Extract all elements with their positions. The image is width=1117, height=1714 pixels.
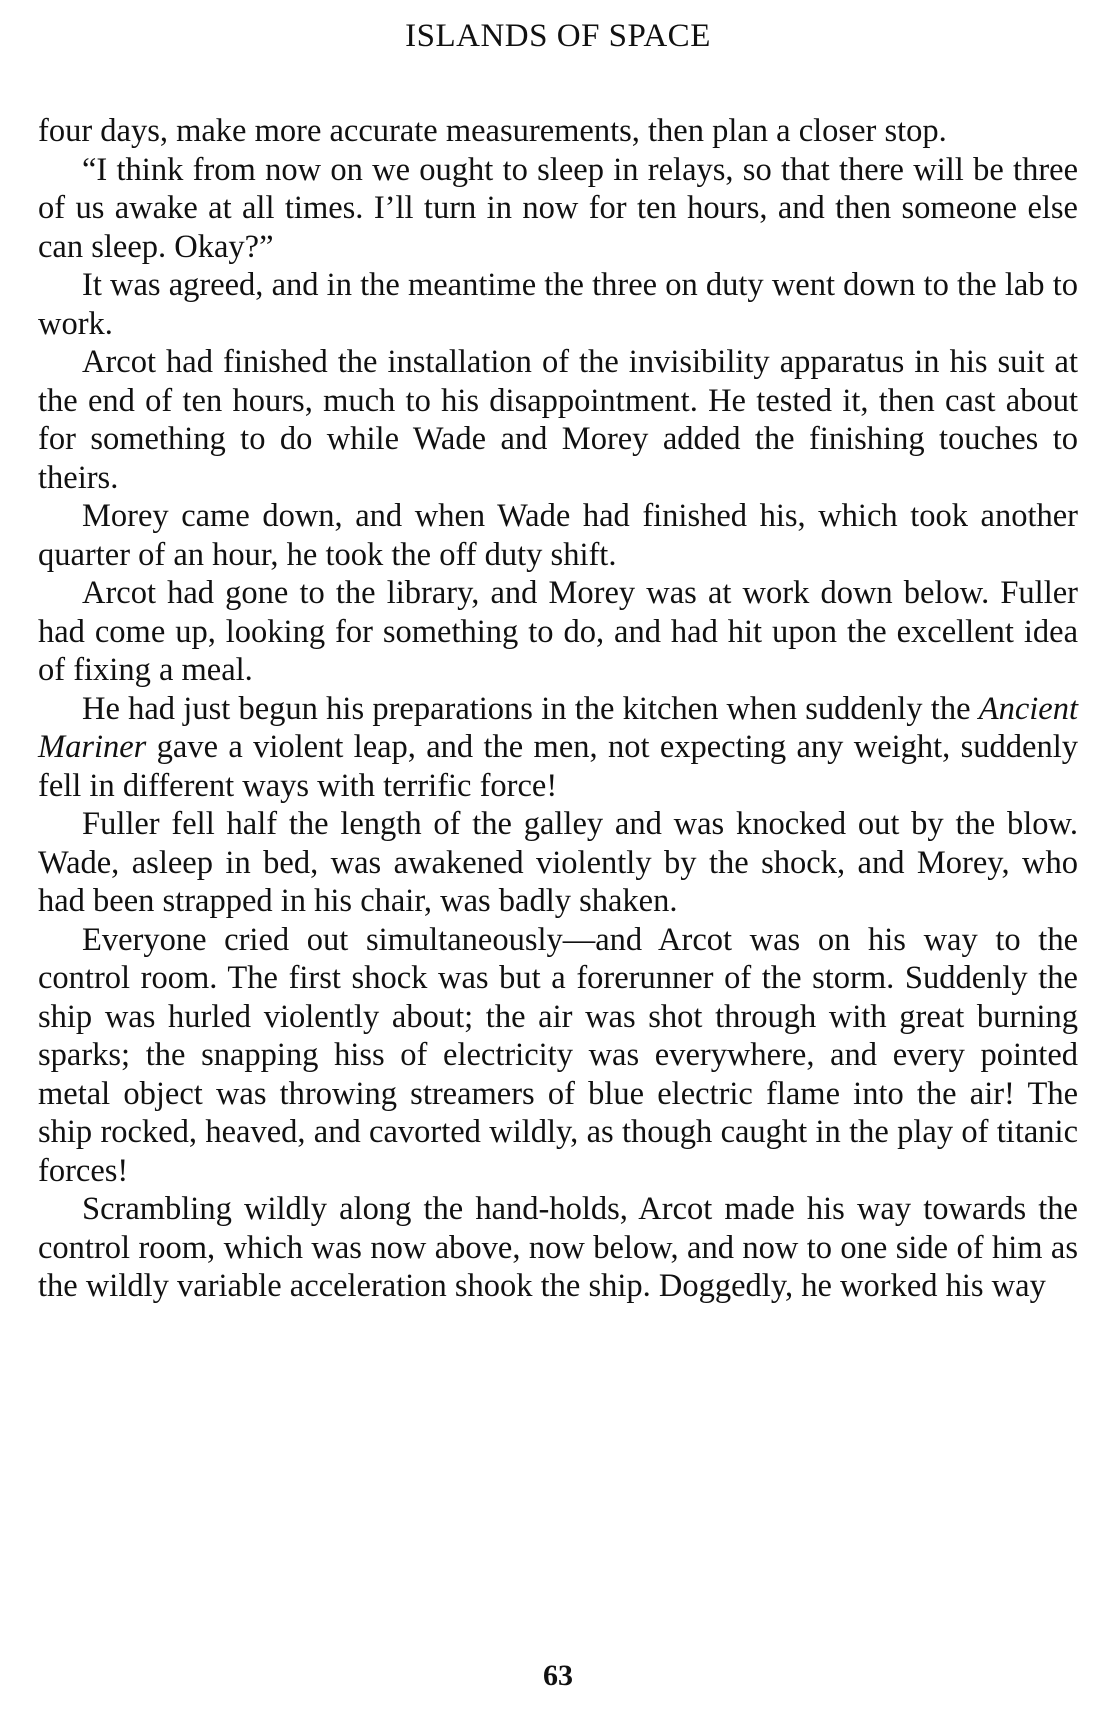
paragraph-text: He had just begun his preparations in the kitchen when suddenly the — [82, 690, 979, 727]
paragraph: “I think from now on we ought to sleep in relays, so that there will be three of us awake at all times. I’ll turn in now for ten hours, and then someone else can sleep. Okay?” — [38, 151, 1078, 265]
paragraph: Morey came down, and when Wade had finished his, which took another quarter of an hour, he took the off duty shift. — [38, 498, 1078, 573]
paragraph: Everyone cried out simultaneously—and Arcot was on his way to the control room. The first shock was but a forerunner of the storm. Suddenly the ship was hurled violently about; the air was shot through with great burning sparks; the snapping hiss of electricity was everywhere, and every pointed metal object was throwing streamers of blue electric flame into the air! The ship rocked, heaved, and cavorted wildly, as though caught in the play of titanic forces! — [38, 921, 1078, 1189]
paragraph: Arcot had finished the installation of the invisibility apparatus in his suit at the end of ten hours, much to his disappointment. He tested it, then cast about for something to do while Wade and Morey added the finishing touches to theirs. — [38, 344, 1078, 496]
paragraph-text: gave a violent leap, and the men, not expecting any weight, suddenly fell in different ways with terrific force! — [38, 729, 1078, 804]
paragraph: It was agreed, and in the meantime the three on duty went down to the lab to work. — [38, 267, 1078, 342]
ship-name: Ancient Mariner — [38, 690, 1078, 765]
paragraph — [38, 690, 1078, 806]
running-head: ISLANDS OF SPACE — [405, 18, 711, 54]
paragraph: Arcot had gone to the library, and Morey was at work down below. Fuller had come up, looking for something to do, and had hit upon the excellent idea of fixing a meal. — [38, 575, 1078, 688]
book-page — [38, 0, 1078, 1714]
page-number: 63 — [543, 1659, 573, 1692]
body-text — [38, 112, 1078, 1306]
paragraph: Scrambling wildly along the hand-holds, Arcot made his way towards the control room, which was now above, now below, and now to one side of him as the wildly variable acceleration shook the ship. Doggedly, he worked his way — [38, 1191, 1078, 1304]
paragraph-continued: four days, make more accurate measurements, then plan a closer stop. — [38, 113, 947, 149]
paragraph: Fuller fell half the length of the galley and was knocked out by the blow. Wade, asleep in bed, was awakened violently by the shock, and Morey, who had been strapped in his chair, was badly shaken. — [38, 806, 1078, 919]
